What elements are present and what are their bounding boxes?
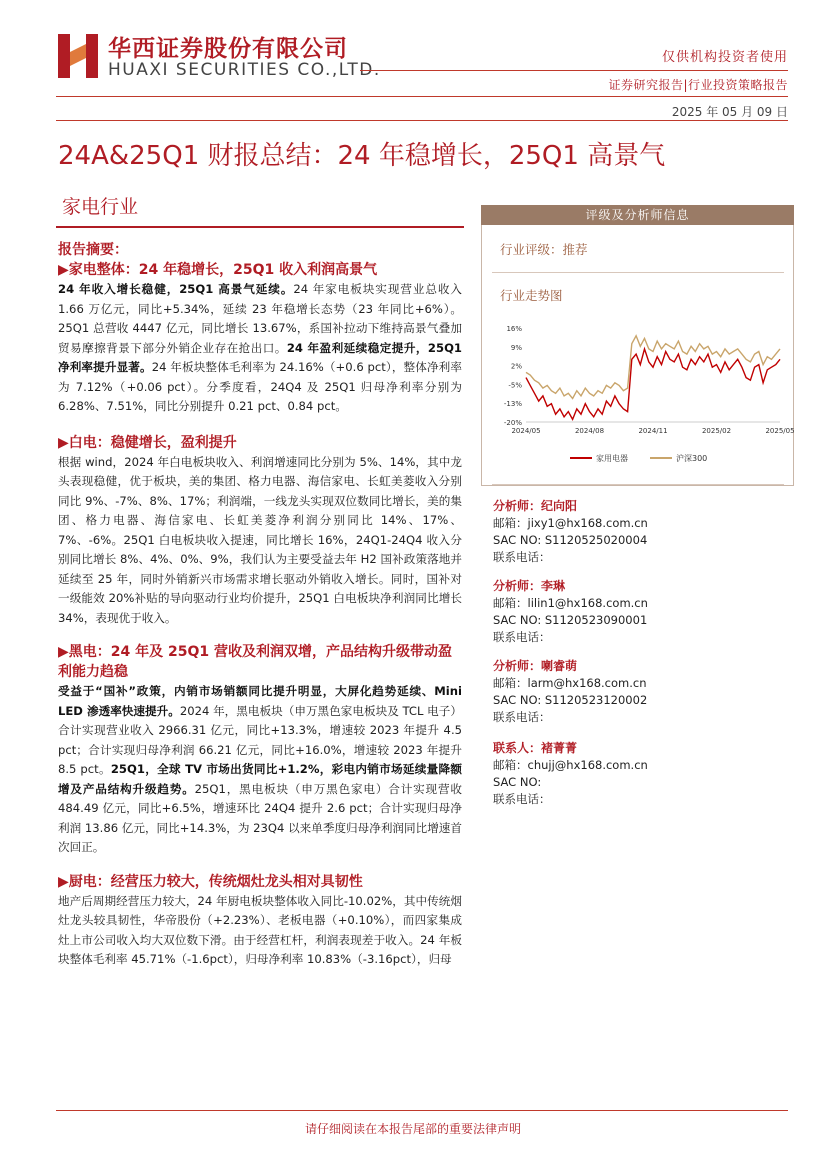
legend-label: 家用电器 (596, 454, 628, 463)
footer-divider (56, 1110, 788, 1111)
trend-chart-title: 行业走势图 (500, 288, 563, 303)
x-tick-label: 2024/11 (638, 427, 668, 435)
legend-label: 沪深300 (676, 454, 708, 463)
restriction-note: 仅供机构投资者使用 (661, 50, 788, 65)
lead-sentence: 24 年收入增长稳健，25Q1 高景气延续。 (58, 282, 294, 296)
contact-name: 联系人：褚菁菁 (493, 741, 578, 755)
lead-sentence: 25Q1，全球 TV 市场出货同比+1.2%，彩电内销市场延续量降额增及产品结构升级趋势。 (58, 762, 463, 796)
section-body-white: 根据 wind，2024 年白电板块收入、利润增速同比分别为 5%、14%，其中龙头表现稳健，优于板块，美的集团、格力电器、海信家电、长虹美菱收入分别同比 9%、-7%、8%、17%；利润端，一线龙头实现双位数同比增长，美的集团、格力电器、海信家电、长虹美菱净利润分别同比 14%、17%、7%、-6%。25Q1 白电板块收入提速，同比增长 16%，24Q1-24Q4 收入分别同比增长 8%、4%、0%、9%，我们认为主要受益去年 H2 国补政策落地并延续至 25 年，同时外销新兴市场需求增长驱动外销收入增长。同时，国补对一级能效 20%补贴的导向驱动行业均价提升，25Q1 白电板块净利润同比增长 34%，表现优于收入。 (58, 454, 462, 625)
report-type: 证券研究报告|行业投资策略报告 (608, 78, 788, 92)
section-body-kitchen: 地产后周期经营压力较大，24 年厨电板块整体收入同比-10.02%，其中传统烟灶龙头较具韧性，华帝股份（+2.23%）、老板电器（+0.10%），而四家集成灶上市公司收入均大双位数下滑。由于经营杠杆，利润表现差于收入。24 年板块整体毛利率 45.71%（-1.6pct），归母净利率 10.83%（-3.16pct），归母 (58, 893, 462, 966)
section-body-black (58, 682, 462, 858)
y-tick-label: 16% (506, 325, 522, 333)
x-tick-label: 2025/02 (701, 427, 732, 435)
body-text: 24 年家电板块实现营业总收入 1.66 万亿元，同比+5.34%，延续 23 年稳增长态势（23 年同比+6%）。25Q1 总营收 4447 亿元，同比增长 13.67%，系国补拉动下维持高景气叠加贸易摩擦背景下部分外销企业存在抢出口。 (58, 282, 462, 355)
lead-sentence: 24 年盈利延续稳定提升，25Q1 净利率提升显著。 (58, 340, 462, 374)
contact-email: 邮箱：chujj@hx168.com.cn (493, 758, 648, 772)
x-tick-label: 2024/08 (574, 427, 605, 435)
analyst-email: 邮箱：larm@hx168.com.cn (493, 676, 647, 690)
x-tick-label: 2024/05 (511, 427, 541, 435)
legal-notice: 请仔细阅读在本报告尾部的重要法律声明 (304, 1122, 521, 1136)
analyst-phone: 联系电话： (493, 710, 551, 724)
body-text: 2024 年，黑电板块（申万黑色家电板块及 TCL 电子）合计实现营业收入 2966.31 亿元，同比+13.3%，增速较 2023 年提升 4.5 pct；合计实现归母净利润 66.21 亿元，同比+16.0%，增速较 2023 年提升 8.5 pct。 (58, 703, 462, 776)
y-tick-label: -5% (508, 381, 522, 390)
analyst-phone: 联系电话： (493, 550, 551, 564)
industry-divider (56, 226, 464, 228)
body-text: 24 年板块整体毛利率为 24.16%（+0.6 pct），整体净利率为 7.12%（+0.06 pct）。分季度看，24Q4 及 25Q1 归母净利率分别为 6.28%、7.51%，同比分别提升 0.21 pct、0.84 pct。 (58, 360, 462, 413)
industry-name: 家电行业 (62, 196, 139, 218)
analyst-divider (492, 484, 784, 485)
section-heading-overall: ▶家电整体：24 年稳增长，25Q1 收入利润高景气 (58, 262, 378, 278)
header-divider (360, 70, 788, 71)
analyst-block (493, 498, 793, 566)
section-heading-black: ▶黑电：24 年及 25Q1 营收及利润双增，产品结构升级带动盈利能力趋稳 (58, 644, 452, 680)
analyst-sac: SAC NO: S1120525020004 (493, 533, 648, 547)
summary-heading: 报告摘要： (58, 242, 128, 258)
header-divider-2 (56, 96, 788, 97)
y-tick-label: 2% (510, 362, 522, 371)
y-tick-label: 9% (510, 343, 522, 352)
rating-box-title: 评级及分析师信息 (481, 205, 794, 225)
analyst-sac: SAC NO: S1120523120002 (493, 693, 648, 707)
company-name-cn: 华西证券股份有限公司 (108, 36, 348, 62)
y-tick-label: -20% (503, 419, 522, 427)
rating-divider (492, 272, 784, 273)
analyst-phone: 联系电话： (493, 630, 551, 644)
series-line (526, 349, 780, 420)
analyst-name: 分析师：纪向阳 (493, 499, 578, 513)
industry-rating: 行业评级：推荐 (500, 242, 588, 257)
lead-sentence: 受益于“国补”政策，内销市场销额同比提升明显，大屏化趋势延续、Mini LED 渗透率快速提升。 (58, 684, 462, 718)
report-date: 2025 年 05 月 09 日 (671, 105, 788, 119)
section-body-overall (58, 280, 462, 417)
company-logo-icon (58, 30, 102, 78)
y-tick-label: -13% (503, 400, 522, 409)
analyst-sac: SAC NO: S1120523090001 (493, 613, 648, 627)
header-divider-3 (56, 120, 788, 121)
trend-line-chart (492, 318, 795, 468)
section-heading-white: ▶白电：稳健增长，盈利提升 (58, 434, 237, 451)
x-tick-label: 2025/05 (765, 427, 795, 435)
summary-column (58, 240, 462, 970)
contact-phone: 联系电话： (493, 792, 551, 806)
body-text: 25Q1，黑电板块（申万黑色家电）合计实现营收 484.49 亿元，同比+6.5%，增速环比 24Q4 提升 2.6 pct；合计实现归母净利润 13.86 亿元，同比+14.3%，为 23Q4 以来单季度归母净利润同比增速首次回正。 (58, 781, 462, 854)
analyst-block (493, 578, 793, 646)
analyst-name: 分析师：李琳 (493, 579, 566, 593)
analyst-email: 邮箱：jixy1@hx168.com.cn (493, 516, 648, 530)
contact-sac: SAC NO: (493, 775, 542, 789)
report-title: 24A&25Q1 财报总结：24 年稳增长，25Q1 高景气 (58, 141, 666, 171)
section-heading-kitchen: ▶厨电：经营压力较大，传统烟灶龙头相对具韧性 (58, 873, 363, 890)
analyst-name: 分析师：喇睿萌 (493, 659, 578, 673)
analyst-email: 邮箱：lilin1@hx168.com.cn (493, 596, 648, 610)
analyst-block (493, 658, 793, 726)
analyst-block (493, 740, 793, 808)
company-name-en: HUAXI SECURITIES CO.,LTD. (108, 60, 381, 80)
